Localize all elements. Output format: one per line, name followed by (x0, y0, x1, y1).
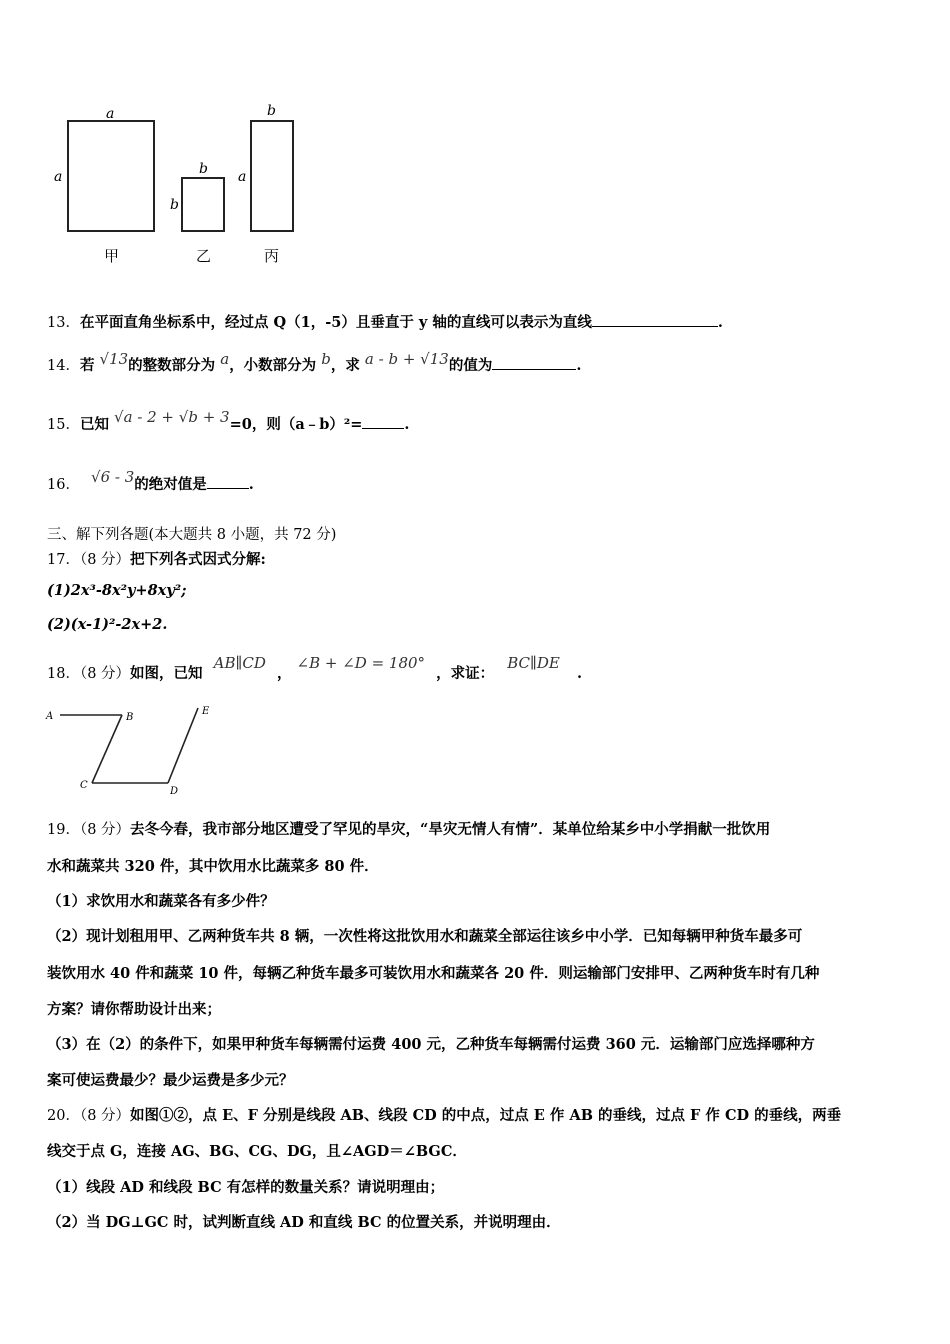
text-part: 的值为 (448, 357, 493, 374)
question-end: . (576, 357, 582, 374)
question-20-line-2: 线交于点 G，连接 AG、BG、CG、DG，且∠AGD＝∠BGC． (47, 1143, 467, 1160)
question-number: 19．（8 分） (47, 822, 131, 838)
question-19-line-2: 水和蔬菜共 320 件，其中饮用水比蔬菜多 80 件． (47, 858, 379, 875)
math-b: b (321, 350, 331, 368)
question-13 (47, 311, 723, 332)
question-20 (47, 1104, 841, 1125)
square-jia (68, 121, 154, 231)
answer-blank[interactable] (592, 312, 718, 327)
question-number: 14． (47, 358, 80, 374)
question-number: 18．（8 分） (47, 666, 131, 682)
text-part: ， (276, 665, 292, 682)
math-expression: √6 - 3 (91, 468, 135, 486)
point-e: E (202, 706, 210, 717)
point-b: B (126, 712, 134, 723)
question-end: . (248, 476, 254, 493)
text-part: ，求证： (436, 665, 495, 682)
text-part: 如图，已知 (130, 665, 203, 682)
question-text: 如图①②，点 E、F 分别是线段 AB、线段 CD 的中点，过点 E 作 AB 的垂线，过点 F 作 CD 的垂线，两垂 (130, 1107, 842, 1124)
text-part: 已知 (79, 416, 109, 433)
math-angle-sum: ∠B + ∠D = 180° (296, 654, 426, 672)
question-19 (47, 818, 770, 839)
question-17-part-1: (1)2x³-8x²y+8xy²; (47, 582, 187, 599)
point-d: D (170, 786, 179, 797)
point-c: C (80, 780, 88, 791)
squares-figure (40, 95, 320, 275)
question-number: 17．（8 分） (47, 552, 131, 568)
text-part: =0，则（a﹣b）²= (229, 416, 363, 433)
question-20-part-2: （2）当 DG⊥GC 时，试判断直线 AD 和直线 BC 的位置关系，并说明理由． (47, 1214, 561, 1231)
math-sqrt13: √13 (99, 350, 129, 368)
text-part: 的绝对值是 (134, 476, 207, 493)
question-19-part-1: （1）求饮用水和蔬菜各有多少件？ (47, 893, 275, 910)
label-a-left: a (54, 169, 63, 185)
point-a: A (46, 711, 54, 722)
question-text: 在平面直角坐标系中，经过点 Q（1，-5）且垂直于 y 轴的直线可以表示为直线 (79, 314, 592, 331)
answer-blank[interactable] (362, 414, 404, 429)
answer-blank[interactable] (207, 474, 249, 489)
question-18 (47, 654, 582, 683)
question-19-part-2c: 方案？请你帮助设计出来； (47, 1001, 221, 1018)
question-text: 把下列各式因式分解: (130, 551, 266, 568)
question-end: . (717, 314, 723, 331)
question-19-part-2b: 装饮用水 40 件和蔬菜 10 件，每辆乙种货车最多可装饮用水和蔬菜各 20 件．则运输部门安排甲、乙两种货车时有几种 (47, 965, 820, 982)
question-16 (47, 468, 254, 494)
label-b-top-bing: b (267, 103, 276, 119)
answer-blank[interactable] (492, 355, 576, 370)
math-ab-parallel-cd: AB∥CD (213, 654, 266, 672)
question-end: . (404, 416, 410, 433)
question-number: 20．（8 分） (47, 1108, 131, 1124)
question-19-part-3b: 案可使运费最少？最少运费是多少元？ (47, 1072, 294, 1089)
question-number: 13． (47, 315, 80, 331)
rect-bing (251, 121, 293, 231)
parallel-lines-figure (40, 700, 230, 800)
question-19-part-2a: （2）现计划租用甲、乙两种货车共 8 辆，一次性将这批饮用水和蔬菜全部运往该乡中小学．已知每辆甲种货车最多可 (47, 928, 803, 945)
label-a-left-bing: a (238, 169, 247, 185)
label-b-top-yi: b (199, 161, 208, 177)
question-20-part-1: （1）线段 AD 和线段 BC 有怎样的数量关系？请说明理由； (47, 1179, 445, 1196)
question-17-part-2: (2)(x-1)²-2x+2. (47, 616, 168, 633)
label-bing: 丙 (264, 247, 280, 265)
text-part: ，小数部分为 (229, 357, 317, 374)
text-part: 的整数部分为 (128, 357, 216, 374)
text-part: 若 (79, 357, 95, 374)
question-number: 16． (47, 477, 80, 493)
square-yi (182, 178, 224, 231)
question-14 (47, 350, 582, 375)
math-expression: √a - 2 + √b + 3 (114, 408, 230, 426)
label-jia: 甲 (104, 247, 120, 265)
label-a-top: a (106, 106, 115, 122)
question-text: 去冬今春，我市部分地区遭受了罕见的旱灾，“旱灾无情人有情”．某单位给某乡中小学捐献一批饮用 (130, 821, 771, 838)
question-17 (47, 548, 266, 569)
section-title: 三、解下列各题(本大题共 8 小题，共 72 分) (47, 527, 337, 543)
label-b-left-yi: b (170, 197, 179, 213)
label-yi: 乙 (196, 247, 212, 265)
math-bc-parallel-de: BC∥DE (507, 654, 560, 672)
question-end: . (576, 665, 582, 682)
question-number: 15． (47, 417, 80, 433)
math-expression: a - b + √13 (364, 350, 449, 368)
question-15 (47, 408, 410, 434)
text-part: ，求 (330, 357, 360, 374)
question-19-part-3a: （3）在（2）的条件下，如果甲种货车每辆需付运费 400 元，乙种货车每辆需付运费 360 元．运输部门应选择哪种方 (47, 1036, 815, 1053)
math-a: a (220, 350, 230, 368)
